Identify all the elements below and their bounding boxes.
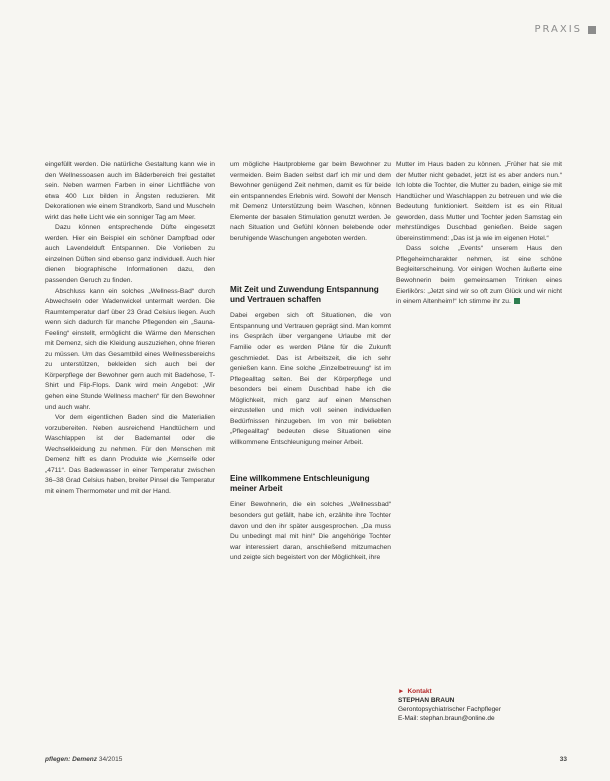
end-of-article-marker (514, 298, 520, 304)
paragraph: Mutter im Haus baden zu können. „Früher hat sie mit der Mutter nicht gebadet, jetzt ist es aber anders nun.“ Ich lobte die Tochter, die Mutter zu baden, einige sie mit Handtücher und Waschlappen zu betreuen und wie die Bedeutung funktioniert. Seitdem ist es ein Ritual geworden, dass Mutter und Tochter jeden Samstag ein mehrstündiges Duschbad genießen. Beide sagen übereinstimmend: „Das ist ja wie im eigenen Hotel.“ (396, 161, 562, 242)
paragraph: Dazu können entsprechende Düfte eingesetzt werden. Hier ein Beispiel ein schöner Dampfbad oder auch Lavendelduft Entspannen. Die Vorlieben zu einzelnen Düften sind ebenso ganz individuell. Auch hier dienen biographische Informationen dazu, den passenden Geruch zu finden. (45, 224, 215, 285)
author-email[interactable]: E-Mail: stephan.braun@online.de (398, 715, 495, 722)
article-column-1 (45, 160, 215, 498)
contact-box (398, 687, 501, 723)
author-name: STEPHAN BRAUN (398, 697, 455, 704)
arrow-right-icon: ► (398, 688, 405, 695)
issue-number: 34/2015 (98, 756, 123, 763)
paragraph: Dabei ergeben sich oft Situationen, die von Entspannung und Vertrauen geprägt sind. Man kommt ins Gespräch über vergangene Urlaube mit der Familie oder es werden Pläne für die Zukunft geschmiedet. Das ist Arbeitszeit, die ich sehr genießen kann. Eine solche „Einzelbetreuung“ ist im Pflegealltag selten. Bei der Körperpflege und besonders bei einem Duschbad habe ich die Möglichkeit, mich ganz auf einen Menschen einzustellen und mich voll seinen individuellen Bedürfnissen hinzugeben. Im von mir beliebten „Pflegealltag“ bedeuten diese Situationen eine willkommene Entschleunigung meiner Arbeit. (230, 312, 391, 446)
paragraph: um mögliche Hautprobleme gar beim Bewohner zu vermeiden. Beim Baden selbst darf ich mir und dem Bewohner genügend Zeit nehmen, damit es für beide ein entspannendes Erlebnis wird. Sowohl der Mensch mit Demenz Unterstützung beim Waschen, können Elemente der basalen Stimulation genutzt werden. Je nach Situation und Gefühl können belebende oder beruhigende Waschungen angeboten werden. (230, 161, 391, 242)
article-column-2 (230, 160, 391, 564)
paragraph: Abschluss kann ein solches „Wellness-Bad“ durch Abwechseln oder Wadenwickel untermalt werden. Die Raumtemperatur darf über 23 Grad Celsius liegen. Auch wenn sich dadurch für manche Pflegenden ein „Sauna-Feeling“ einstellt, ermöglicht die Wärme den Menschen mit Demenz, sich die Kleidung auszuziehen, ohne frieren zu müssen. Um das Gesamtbild eines Wellnessbereichs zu unterstützen, bekleiden sich auch bei der Körperpflege der Bewohner gern auch mit Badehose, T-Shirt und Flip-Flops. Dank wird mein Angebot: „Wir gehen eine Stunde Wellness machen“ für den Bewohner und auch wahr. (45, 287, 215, 411)
subheading: Eine willkommene Entschleunigung meiner Arbeit (230, 474, 370, 494)
footer-publication (45, 756, 122, 763)
paragraph: Vor dem eigentlichen Baden sind die Materialien vorzubereiten. Neben ausreichend Handtüchern und Waschlappen ist der Bademantel oder die Wechselkleidung zu nehmen. Für den Menschen mit Demenz hilft es dann Produkte wie „Kernseife oder „4711“. Das Badewasser in einer Temperatur zwischen 36–38 Grad Celsius haben, breiter Pinsel die Temperatur mit einem Thermometer und mit der Hand. (45, 414, 215, 495)
section-marker (588, 26, 596, 34)
article-column-3 (396, 160, 562, 308)
subheading: Mit Zeit und Zuwendung Entspannung und Vertrauen schaffen (230, 285, 379, 305)
publication-name: pflegen: Demenz (45, 756, 98, 763)
paragraph: eingefüllt werden. Die natürliche Gestaltung kann wie in den Wellnessoasen auch im Bäderbereich frei gestaltet sein. Neben warmen Farben in einer Lichtfläche von etwa 400 Lux bilden in Ängsten reduzieren. Mit Dekorationen wie einem Strandkorb, Sand und Muscheln wirkt das helle Licht wie ein sonniger Tag am Meer. (45, 161, 215, 221)
paragraph-final (396, 244, 562, 307)
paragraph: Einer Bewohnerin, die ein solches „Wellnessbad“ besonders gut gefällt, habe ich, erzählte ihre Tochter davon und den ihr später ausgesprochen. „Da muss Du unbedingt mal mit hin!“ Die angehörige Tochter war interessiert daran, anschließend mitzumachen und zeigte sich begeistert von der Möglichkeit, ihre (230, 501, 391, 562)
section-label: PRAXIS (534, 24, 582, 35)
author-role: Gerontopsychiatrischer Fachpfleger (398, 706, 501, 713)
contact-label: Kontakt (407, 688, 432, 695)
page-number: 33 (559, 756, 567, 763)
paragraph-text: Dass solche „Events“ unserem Haus den Pflegeheimcharakter nehmen, ist eine schöne Begleiterscheinung. Vor einigen Wochen äußerte eine Bewohnerin beim gemeinsamen Trinken eines Eierlikörs: „Jetzt sind wir so oft zum Glück und wir nicht in einem Altenheim!“ Ich stimme ihr zu. (396, 245, 562, 306)
